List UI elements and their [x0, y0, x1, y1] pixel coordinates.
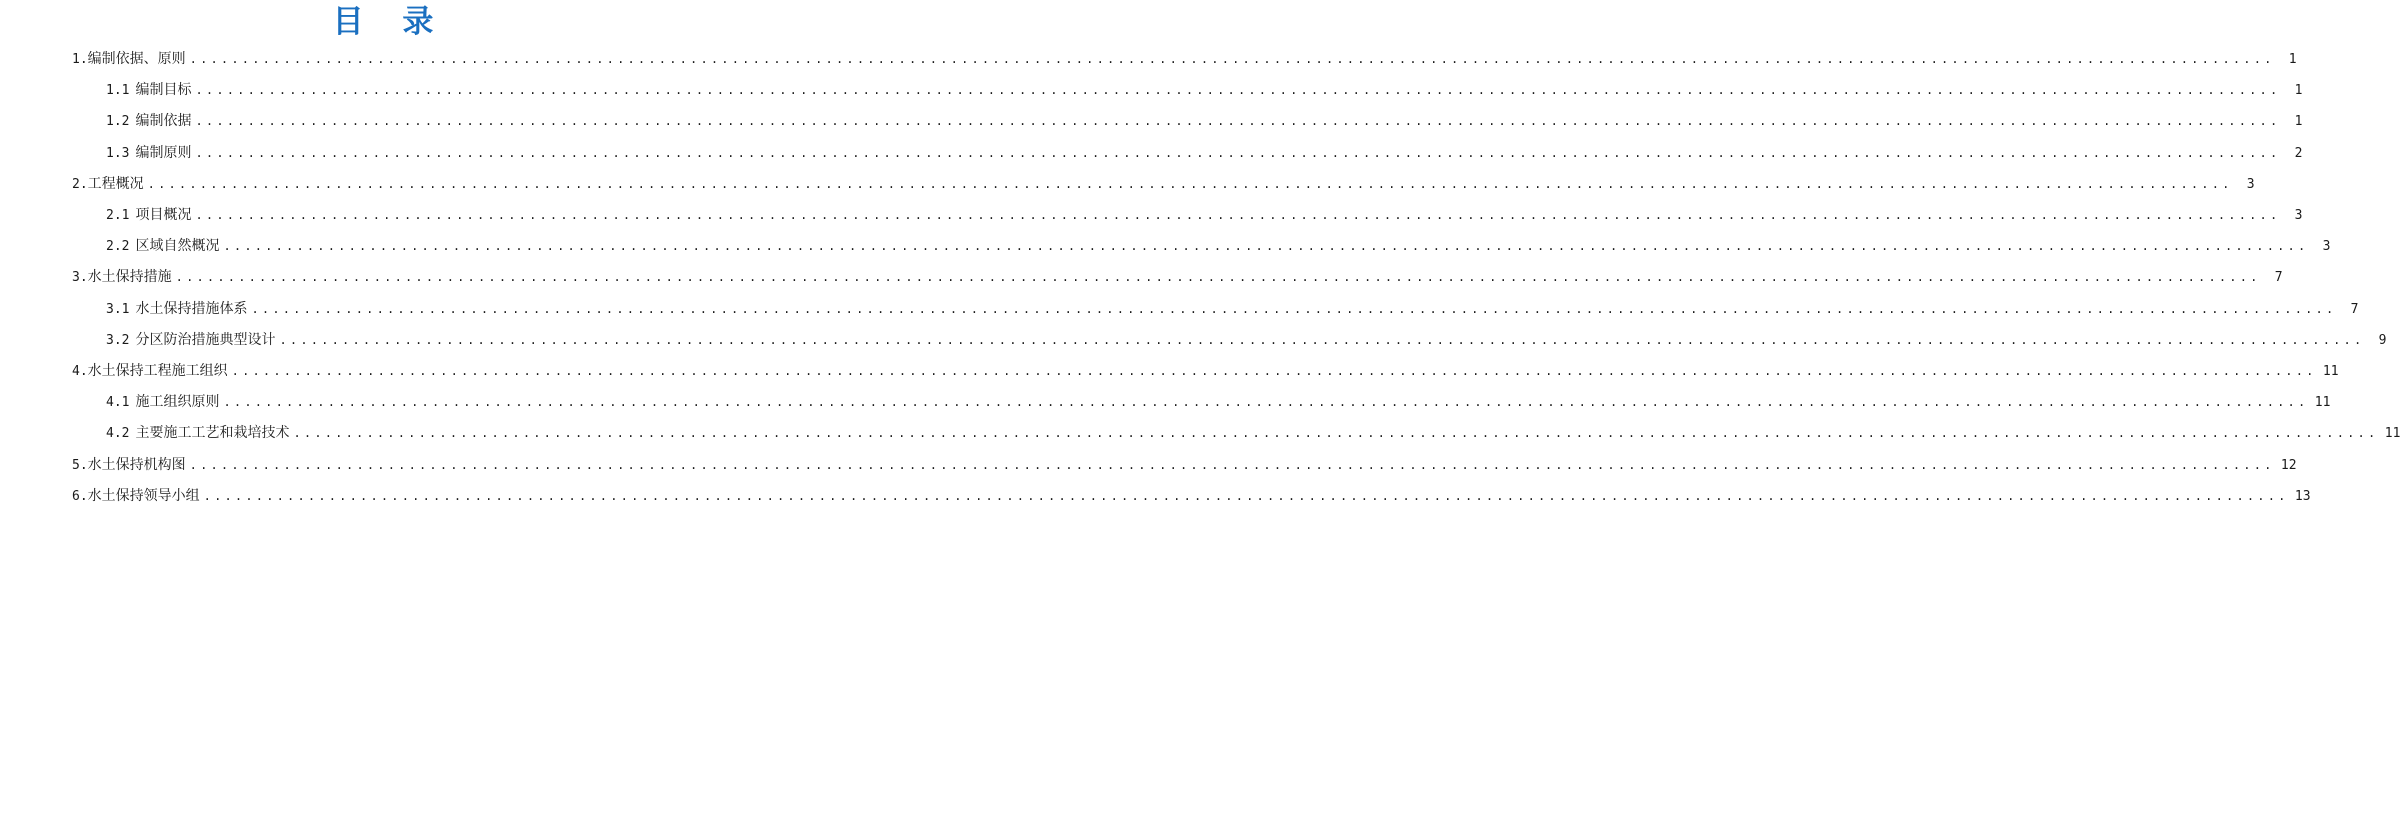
toc-entry[interactable] — [0, 262, 2283, 293]
toc-entry-text: 水土保持机构图 — [87, 456, 186, 473]
toc-entry-page-number: 1 — [2294, 83, 2303, 99]
dot-leader: ........................................................................................................................................................................................................ — [293, 426, 2379, 441]
toc-entry-label — [0, 169, 144, 200]
dot-leader: ........................................................................................................................................................................................................ — [195, 145, 2281, 160]
toc-entry-page-number: 11 — [2322, 364, 2339, 379]
toc-entry-number: 2. — [72, 176, 88, 192]
toc-entry-page-number: 3 — [2322, 239, 2331, 255]
toc-entry-label — [0, 44, 186, 75]
toc-entry-number: 4.1 — [106, 395, 130, 411]
toc-entry-label — [0, 325, 275, 356]
toc-entry-text: 工程概况 — [87, 175, 144, 192]
toc-entry-label — [0, 481, 200, 512]
toc-entry-text: 编制依据、原则 — [87, 51, 186, 67]
toc-entry[interactable] — [0, 481, 2311, 512]
toc-entry-label — [0, 106, 191, 137]
toc-entry-number: 3.2 — [106, 332, 130, 348]
toc-entry-number: 1. — [72, 52, 88, 67]
toc-entry[interactable] — [0, 75, 2303, 106]
toc-entry-text: 施工组织原则 — [135, 394, 220, 411]
toc-entry[interactable] — [0, 169, 2255, 200]
toc-entry-page-number: 11 — [2384, 426, 2400, 442]
toc-entry-label — [0, 200, 191, 231]
toc-entry-page-number: 3 — [2294, 208, 2303, 223]
toc-entry-text: 水土保持措施体系 — [135, 300, 248, 317]
toc-entry-text: 水土保持领导小组 — [87, 487, 200, 504]
toc-entry-label — [0, 387, 219, 418]
toc-entry-page-number: 1 — [2288, 52, 2297, 67]
toc-entry[interactable] — [0, 44, 2297, 75]
toc-entry-label — [0, 418, 289, 449]
toc-entry-label — [0, 450, 186, 481]
toc-entry-text: 水土保持措施 — [87, 269, 172, 286]
dot-leader: ........................................................................................................................................................................................................ — [189, 52, 2275, 66]
dot-leader: ........................................................................................................................................................................................................ — [223, 395, 2309, 410]
dot-leader: ........................................................................................................................................................................................................ — [195, 114, 2281, 129]
toc-entry-page-number: 3 — [2246, 176, 2255, 192]
dot-leader: ........................................................................................................................................................................................................ — [223, 239, 2309, 254]
toc-entry-page-number: 2 — [2294, 145, 2303, 161]
toc-entry-page-number: 7 — [2274, 270, 2283, 286]
toc-entry-text: 主要施工工艺和栽培技术 — [135, 425, 290, 442]
toc-title: 目 录 — [332, 4, 448, 40]
toc-entry-text: 水土保持工程施工组织 — [87, 363, 228, 379]
toc-entry[interactable] — [0, 106, 2303, 137]
dot-leader: ........................................................................................................................................................................................................ — [279, 332, 2365, 347]
toc-entry[interactable] — [0, 200, 2303, 231]
toc-entry[interactable] — [0, 387, 2331, 418]
toc-entry-number: 1.1 — [106, 83, 130, 99]
toc-entry-page-number: 7 — [2350, 301, 2359, 317]
toc-entry-label — [0, 75, 191, 106]
toc-entry[interactable] — [0, 294, 2359, 325]
toc-entry-text: 区域自然概况 — [135, 238, 220, 255]
toc-entry-text: 分区防治措施典型设计 — [135, 331, 276, 348]
toc-entry-number: 4. — [72, 364, 88, 379]
toc-entry-label — [0, 231, 219, 262]
dot-leader: ........................................................................................................................................................................................................ — [189, 457, 2275, 472]
toc-entry[interactable] — [0, 356, 2339, 387]
toc-entry-number: 3. — [72, 270, 88, 286]
dot-leader: ........................................................................................................................................................................................................ — [195, 208, 2281, 222]
toc-entry[interactable] — [0, 231, 2331, 262]
toc-entry-label — [0, 138, 191, 169]
dot-leader: ........................................................................................................................................................................................................ — [147, 176, 2233, 191]
toc-entry-label — [0, 262, 172, 293]
dot-leader: ........................................................................................................................................................................................................ — [203, 488, 2289, 503]
toc-entry[interactable] — [0, 325, 2387, 356]
toc-entry-number: 3.1 — [106, 301, 130, 317]
dot-leader: ........................................................................................................................................................................................................ — [175, 270, 2261, 285]
toc-entry-number: 1.2 — [106, 114, 130, 130]
toc-entry-label — [0, 356, 228, 387]
toc-entry-page-number: 13 — [2294, 488, 2311, 504]
toc-entry-number: 5. — [72, 457, 88, 473]
toc-entry-page-number: 9 — [2378, 332, 2387, 348]
toc-entry-text: 项目概况 — [135, 207, 192, 223]
toc-entry-page-number: 1 — [2294, 114, 2303, 130]
dot-leader: ........................................................................................................................................................................................................ — [251, 301, 2337, 316]
toc-entry-text: 编制原则 — [135, 144, 192, 161]
toc-entry[interactable] — [0, 138, 2303, 169]
toc-entry-text: 编制目标 — [135, 82, 192, 99]
toc-entry-number: 4.2 — [106, 426, 130, 442]
toc-entry-text: 编制依据 — [135, 113, 192, 130]
toc-entry[interactable] — [0, 418, 2400, 449]
dot-leader: ........................................................................................................................................................................................................ — [195, 83, 2281, 98]
toc-entry-label — [0, 294, 247, 325]
toc-entry-number: 6. — [72, 488, 88, 504]
toc-entry-number: 2.1 — [106, 208, 130, 223]
dot-leader: ........................................................................................................................................................................................................ — [231, 364, 2317, 378]
toc-entry-page-number: 11 — [2314, 395, 2331, 411]
toc-entry[interactable] — [0, 450, 2297, 481]
toc-entry-page-number: 12 — [2280, 457, 2297, 473]
toc-entry-number: 1.3 — [106, 145, 130, 161]
toc-entry-number: 2.2 — [106, 239, 130, 255]
